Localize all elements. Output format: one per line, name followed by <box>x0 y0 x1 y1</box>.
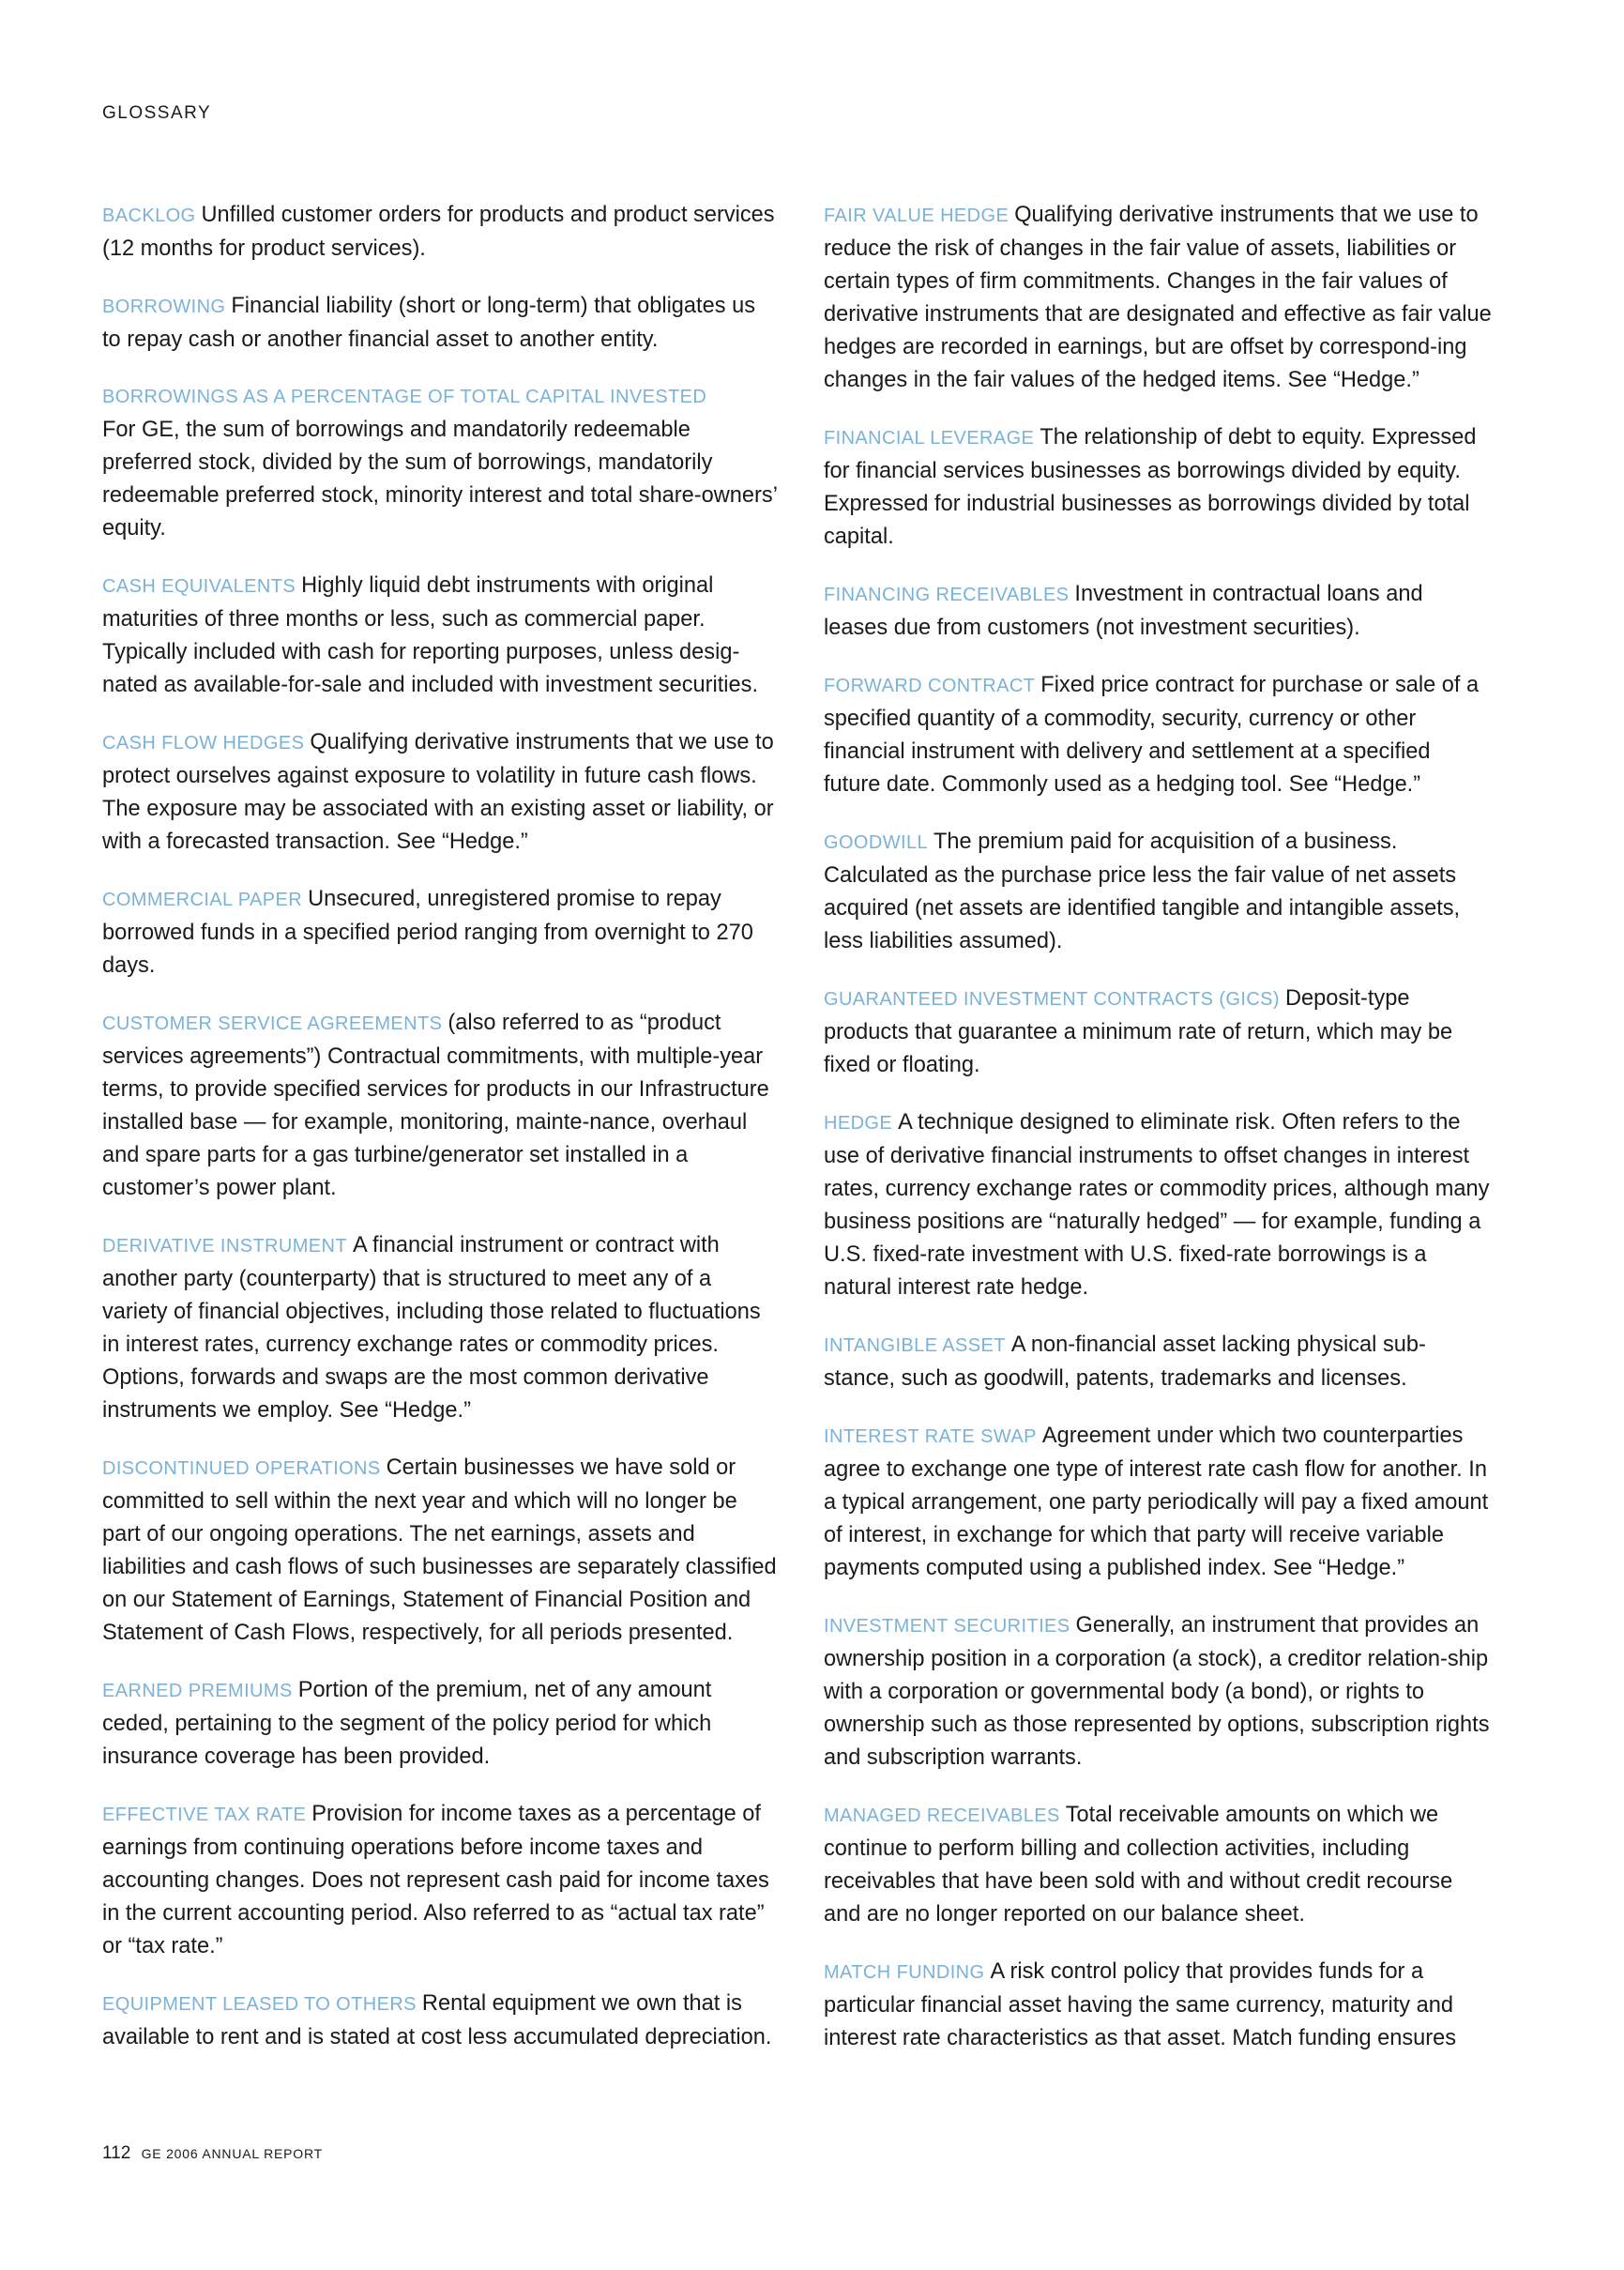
glossary-definition: Financial liability (short or long-term) that obligates us to repay cash or another financial asset to another entity. <box>102 294 755 352</box>
glossary-term: COMMERCIAL PAPER <box>102 890 303 910</box>
glossary-entry <box>824 199 1492 397</box>
glossary-definition: Unsecured, unregistered promise to repay borrowed funds in a specified period ranging from overnight to 270 days. <box>102 887 753 978</box>
glossary-definition: (also referred to as “product services agreements”) Contractual commitments, with multiple-year terms, to provide specified services for products in our Infrastructure installed base — for example, monitoring, mainte-nance, overhaul and spare parts for a gas turbine/generator set installed in a customer’s power plant. <box>102 1011 769 1200</box>
page-title: GLOSSARY <box>102 103 212 123</box>
glossary-term: EQUIPMENT LEASED TO OTHERS <box>102 1994 417 2015</box>
glossary-entry <box>102 1452 780 1650</box>
glossary-definition: Portion of the premium, net of any amount ceded, pertaining to the segment of the policy period for which insurance coverage has been provided. <box>102 1678 712 1769</box>
glossary-term: GOODWILL <box>824 832 928 853</box>
glossary-entry <box>824 1799 1492 1931</box>
glossary-term: INVESTMENT SECURITIES <box>824 1616 1070 1637</box>
glossary-definition: Certain businesses we have sold or committed to sell within the next year and which will no longer be part of our ongoing operations. The net earnings, assets and liabilities and cash flows of such businesses are separately classified on our Statement of Earnings, Statement of Financial Position and Statement of Cash Flows, respectively, for all periods presented. <box>102 1455 777 1645</box>
glossary-definition: Deposit-type products that guarantee a minimum rate of return, which may be fixed or floating. <box>824 986 1453 1077</box>
glossary-entry <box>102 199 780 266</box>
glossary-term: BORROWINGS AS A PERCENTAGE OF TOTAL CAPITAL INVESTED <box>102 387 707 407</box>
glossary-entry <box>824 1609 1492 1775</box>
glossary-definition: Qualifying derivative instruments that we use to protect ourselves against exposure to volatility in future cash flows. The exposure may be associated with an existing asset or liability, or with a forecasted transaction. See “Hedge.” <box>102 730 774 854</box>
glossary-term: BORROWING <box>102 297 226 317</box>
glossary-entry <box>102 726 780 859</box>
glossary-column-right <box>824 199 1492 2080</box>
glossary-term: FORWARD CONTRACT <box>824 676 1036 696</box>
glossary-definition: The relationship of debt to equity. Expressed for financial services businesses as borrowings divided by equity. Expressed for industrial businesses as borrowings divided by total capital. <box>824 425 1477 549</box>
glossary-entry <box>102 1798 780 1963</box>
glossary-term: CASH EQUIVALENTS <box>102 576 296 597</box>
glossary-definition: Provision for income taxes as a percentage of earnings from continuing operations before income taxes and accounting changes. Does not represent cash paid for income taxes in the current accounting period. Also referred to as “actual tax rate” or “tax rate.” <box>102 1802 769 1958</box>
glossary-definition: Investment in contractual loans and leases due from customers (not investment securities). <box>824 582 1423 640</box>
glossary-definition: Generally, an instrument that provides an ownership position in a corporation (a stock), a creditor relation-ship with a corporation or governmental body (a bond), or rights to ownership such as those represented by options, subscription rights and subscription warrants. <box>824 1613 1490 1770</box>
glossary-term: INTANGIBLE ASSET <box>824 1335 1006 1356</box>
glossary-definition: A technique designed to eliminate risk. Often refers to the use of derivative financial instruments to offset changes in interest rates, currency exchange rates or commodity prices, although many business positions are “naturally hedged” — for example, funding a U.S. fixed-rate investment with U.S. fixed-rate borrowings is a natural interest rate hedge. <box>824 1110 1490 1300</box>
glossary-term: DERIVATIVE INSTRUMENT <box>102 1236 348 1257</box>
glossary-definition: A financial instrument or contract with another party (counterparty) that is structured to meet any of a variety of financial objectives, including those related to fluctuations in interest rates, currency exchange rates or commodity prices. Options, forwards and swaps are the most common derivative instruments we employ. See “Hedge.” <box>102 1233 761 1423</box>
glossary-entry <box>102 290 780 357</box>
glossary-definition: Total receivable amounts on which we continue to perform billing and collection activities, including receivables that have been sold with and without credit recourse and are no longer reported on our balance sheet. <box>824 1803 1453 1927</box>
glossary-entry <box>824 983 1492 1082</box>
glossary-column-left <box>102 199 780 2079</box>
glossary-term: MANAGED RECEIVABLES <box>824 1805 1060 1826</box>
glossary-term: GUARANTEED INVESTMENT CONTRACTS (GICS) <box>824 989 1280 1010</box>
glossary-definition: For GE, the sum of borrowings and mandatorily redeemable preferred stock, divided by the sum of borrowings, mandatorily redeemable preferred stock, minority interest and total share-owners’ equity. <box>102 418 778 541</box>
glossary-term: CASH FLOW HEDGES <box>102 733 305 754</box>
glossary-definition: Highly liquid debt instruments with original maturities of three months or less, such as commercial paper. Typically included with cash for reporting purposes, unless desig-nated as available-for-sale and included with investment securities. <box>102 573 759 697</box>
glossary-term: INTEREST RATE SWAP <box>824 1426 1037 1447</box>
glossary-entry <box>824 1329 1492 1395</box>
glossary-entry <box>102 570 780 702</box>
glossary-definition: Fixed price contract for purchase or sale of a specified quantity of a commodity, security, currency or other financial instrument with delivery and settlement at a specified future date. Commonly used as a hedging tool. See “Hedge.” <box>824 673 1480 797</box>
glossary-entry <box>102 883 780 983</box>
glossary-term: FAIR VALUE HEDGE <box>824 206 1009 226</box>
glossary-term: FINANCING RECEIVABLES <box>824 585 1070 605</box>
glossary-term: DISCONTINUED OPERATIONS <box>102 1458 381 1479</box>
glossary-term: MATCH FUNDING <box>824 1962 985 1983</box>
glossary-entry <box>824 421 1492 554</box>
page-number: 112 <box>102 2143 131 2163</box>
glossary-definition: Unfilled customer orders for products and product services (12 months for product services). <box>102 203 775 261</box>
glossary-definition: The premium paid for acquisition of a business. Calculated as the purchase price less the fair value of net assets acquired (net assets are identified tangible and intangible assets, less liabilities assumed). <box>824 830 1461 953</box>
glossary-definition: Agreement under which two counterparties agree to exchange one type of interest rate cash flow for another. In a typical arrangement, one party periodically will pay a fixed amount of interest, in exchange for which that party will receive variable payments computed using a published index. See “Hedge.” <box>824 1424 1489 1580</box>
glossary-term: EFFECTIVE TAX RATE <box>102 1805 307 1825</box>
glossary-entry <box>102 1229 780 1427</box>
glossary-entry <box>102 381 780 545</box>
glossary-entry <box>102 1988 780 2054</box>
glossary-entry <box>824 1420 1492 1585</box>
glossary-entry <box>102 1007 780 1205</box>
glossary-definition: Rental equipment we own that is available to rent and is stated at cost less accumulated depreciation. <box>102 1991 772 2049</box>
glossary-entry <box>824 826 1492 958</box>
report-title: GE 2006 ANNUAL REPORT <box>141 2146 324 2161</box>
glossary-entry <box>824 1106 1492 1304</box>
glossary-term: BACKLOG <box>102 206 196 226</box>
glossary-term: CUSTOMER SERVICE AGREEMENTS <box>102 1013 443 1034</box>
glossary-definition: Qualifying derivative instruments that we use to reduce the risk of changes in the fair value of assets, liabilities or certain types of firm commitments. Changes in the fair values of derivative instruments that are designated and effective as fair value hedges are recorded in earnings, but are offset by correspond-ing changes in the fair values of the hedged items. See “Hedge.” <box>824 203 1492 392</box>
glossary-entry <box>102 1674 780 1774</box>
glossary-definition: A risk control policy that provides funds for a particular financial asset having the same currency, maturity and interest rate characteristics as that asset. Match funding ensures <box>824 1959 1457 2050</box>
glossary-entry <box>824 1956 1492 2055</box>
page-footer <box>102 2143 323 2164</box>
glossary-entry <box>824 669 1492 801</box>
glossary-term: HEDGE <box>824 1113 893 1134</box>
glossary-definition: A non-financial asset lacking physical sub-stance, such as goodwill, patents, trademarks and licenses. <box>824 1333 1426 1391</box>
glossary-term: FINANCIAL LEVERAGE <box>824 428 1035 449</box>
glossary-entry <box>824 578 1492 645</box>
glossary-term: EARNED PREMIUMS <box>102 1681 293 1701</box>
